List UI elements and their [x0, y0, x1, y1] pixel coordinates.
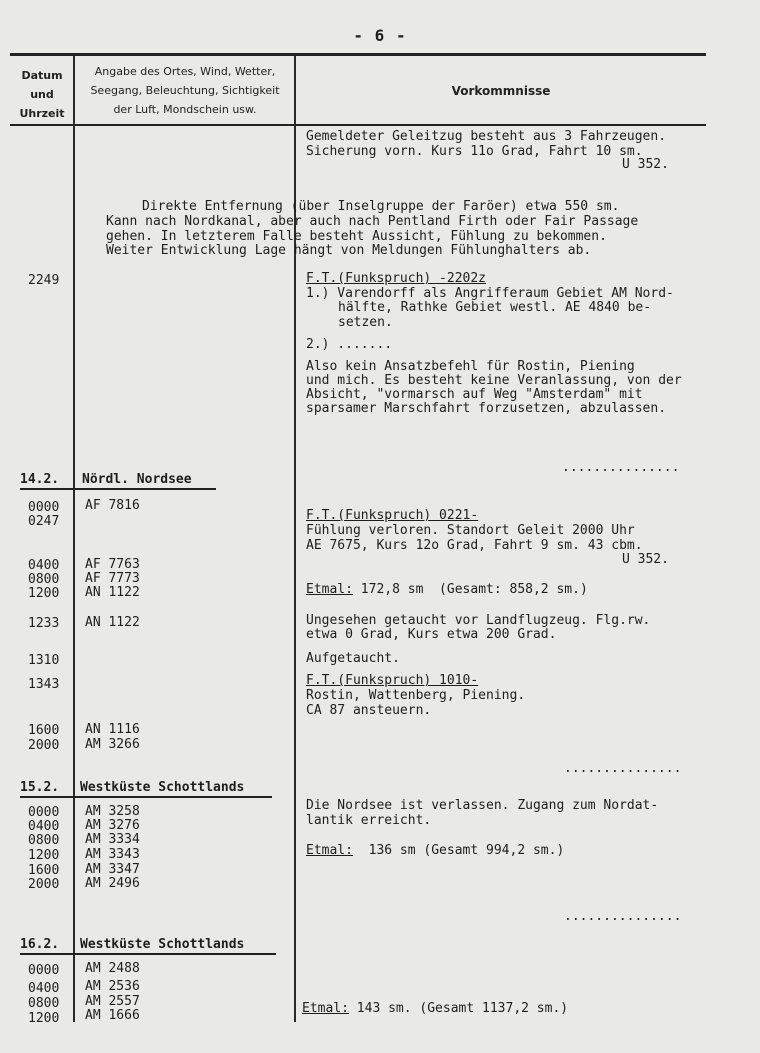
grid-position: AM 2496 [85, 876, 140, 891]
entry-time: 1200 [28, 586, 60, 601]
entry-text: Sicherung vorn. Kurs 11o Grad, Fahrt 10 sm. [306, 144, 643, 159]
entry-time: 0800 [28, 833, 60, 848]
entry-text: Die Nordsee ist verlassen. Zugang zum Nordat- [306, 798, 659, 813]
header-location-line: der Luft, Mondschein usw. [113, 103, 257, 116]
page-number: - 6 - [353, 26, 407, 45]
entry-text: AE 7675, Kurs 12o Grad, Fahrt 9 sm. 43 cbm. [306, 538, 643, 553]
entry-text: 1.) Varendorff als Angrifferaum Gebiet AM Nord- [306, 286, 674, 301]
day-date: 15.2. [20, 780, 60, 795]
entry-time: 0400 [28, 981, 60, 996]
day-region: Westküste Schottlands [80, 937, 245, 952]
grid-position: AM 2536 [85, 979, 140, 994]
entry-text: 2.) ....... [306, 337, 393, 352]
entry-time: 1600 [28, 863, 60, 878]
entry-time: 2000 [28, 738, 60, 753]
grid-position: AM 3347 [85, 862, 140, 877]
day-rule [20, 488, 216, 490]
grid-position: AN 1122 [85, 615, 140, 630]
header-events-column: Vorkommnisse [451, 84, 551, 98]
entry-time: 0000 [28, 500, 60, 515]
header-date-line: und [30, 88, 54, 101]
separator-dots: ............... [562, 460, 680, 475]
assessment-text: Kann nach Nordkanal, aber auch nach Pentland Firth oder Fair Passage [106, 214, 639, 229]
entry-time: 0400 [28, 558, 60, 573]
entry-text: Gemeldeter Geleitzug besteht aus 3 Fahrzeugen. [306, 129, 667, 144]
grid-position: AF 7763 [85, 557, 140, 572]
grid-position: AM 3276 [85, 818, 140, 833]
header-location-line: Seegang, Beleuchtung, Sichtigkeit [90, 84, 280, 97]
header-date-line: Datum [21, 69, 63, 82]
daily-run [306, 843, 564, 858]
entry-time: 1200 [28, 848, 60, 863]
entry-time: 1200 [28, 1011, 60, 1026]
entry-signature: U 352. [622, 552, 669, 567]
entry-text: hälfte, Rathke Gebiet westl. AE 4840 be- [338, 300, 652, 315]
entry-time: 2249 [28, 273, 60, 288]
separator-dots: ............... [564, 909, 682, 924]
grid-position: AM 3343 [85, 847, 140, 862]
assessment-text: gehen. In letzterem Falle besteht Aussicht, Fühlung zu bekommen. [106, 229, 607, 244]
grid-position: AM 2488 [85, 961, 140, 976]
day-region: Nördl. Nordsee [82, 472, 192, 487]
entry-text: Aufgetaucht. [306, 651, 400, 666]
grid-position: AM 1666 [85, 1008, 140, 1023]
header-date-line: Uhrzeit [19, 107, 65, 120]
grid-position: AM 2557 [85, 994, 140, 1009]
radio-message-heading: F.T.(Funkspruch) -2202z [306, 271, 487, 286]
grid-position: AF 7816 [85, 498, 140, 513]
header-location-column [76, 62, 294, 119]
header-date-column [12, 66, 72, 123]
day-rule [20, 953, 276, 955]
grid-position: AM 3258 [85, 804, 140, 819]
day-region: Westküste Schottlands [80, 780, 245, 795]
daily-run-value: 143 sm. (Gesamt 1137,2 sm.) [348, 1001, 569, 1016]
header-bottom-rule [10, 124, 706, 126]
daily-run-label: Etmal: [302, 1001, 349, 1016]
entry-time: 2000 [28, 877, 60, 892]
entry-time: 0000 [28, 805, 60, 820]
header-location-line: Angabe des Ortes, Wind, Wetter, [94, 65, 276, 78]
radio-message-heading: F.T.(Funkspruch) 0221- [306, 508, 479, 523]
daily-run [302, 1001, 568, 1016]
radio-message-heading: F.T.(Funkspruch) 1010- [306, 673, 479, 688]
header-top-rule [10, 53, 706, 56]
daily-run [306, 582, 588, 597]
grid-position: AM 3266 [85, 737, 140, 752]
entry-time: 0800 [28, 572, 60, 587]
day-rule [20, 796, 272, 798]
daily-run-label: Etmal: [306, 843, 353, 858]
daily-run-label: Etmal: [306, 582, 353, 597]
day-date: 14.2. [20, 472, 60, 487]
daily-run-value: 172,8 sm (Gesamt: 858,2 sm.) [352, 582, 588, 597]
grid-position: AF 7773 [85, 571, 140, 586]
entry-text: Ungesehen getaucht vor Landflugzeug. Flg.rw. [306, 613, 651, 628]
entry-time: 1310 [28, 653, 60, 668]
entry-time: 1233 [28, 616, 60, 631]
column-divider-1 [73, 56, 75, 1022]
entry-text: Absicht, "vormarsch auf Weg "Amsterdam" mit [306, 387, 643, 402]
entry-time: 0800 [28, 996, 60, 1011]
entry-time: 1343 [28, 677, 60, 692]
grid-position: AM 3334 [85, 832, 140, 847]
entry-time: 1600 [28, 723, 60, 738]
entry-text: Rostin, Wattenberg, Piening. [306, 688, 526, 703]
grid-position: AN 1116 [85, 722, 140, 737]
entry-text: Fühlung verloren. Standort Geleit 2000 Uhr [306, 523, 635, 538]
grid-position: AN 1122 [85, 585, 140, 600]
separator-dots: ............... [564, 761, 682, 776]
assessment-text: Direkte Entfernung (über Inselgruppe der Faröer) etwa 550 sm. [142, 199, 620, 214]
entry-time: 0400 [28, 819, 60, 834]
entry-text: lantik erreicht. [306, 813, 432, 828]
daily-run-value: 136 sm (Gesamt 994,2 sm.) [352, 843, 565, 858]
entry-signature: U 352. [622, 157, 669, 172]
entry-time: 0247 [28, 514, 60, 529]
day-date: 16.2. [20, 937, 60, 952]
entry-time: 0000 [28, 963, 60, 978]
assessment-text: Weiter Entwicklung Lage hängt von Meldungen Fühlunghalters ab. [106, 243, 592, 258]
entry-text: CA 87 ansteuern. [306, 703, 432, 718]
entry-text: etwa 0 Grad, Kurs etwa 200 Grad. [306, 627, 557, 642]
entry-text: sparsamer Marschfahrt forzusetzen, abzulassen. [306, 401, 667, 416]
entry-text: setzen. [338, 315, 393, 330]
entry-text: und mich. Es besteht keine Veranlassung, von der [306, 373, 682, 388]
entry-text: Also kein Ansatzbefehl für Rostin, Piening [306, 359, 635, 374]
